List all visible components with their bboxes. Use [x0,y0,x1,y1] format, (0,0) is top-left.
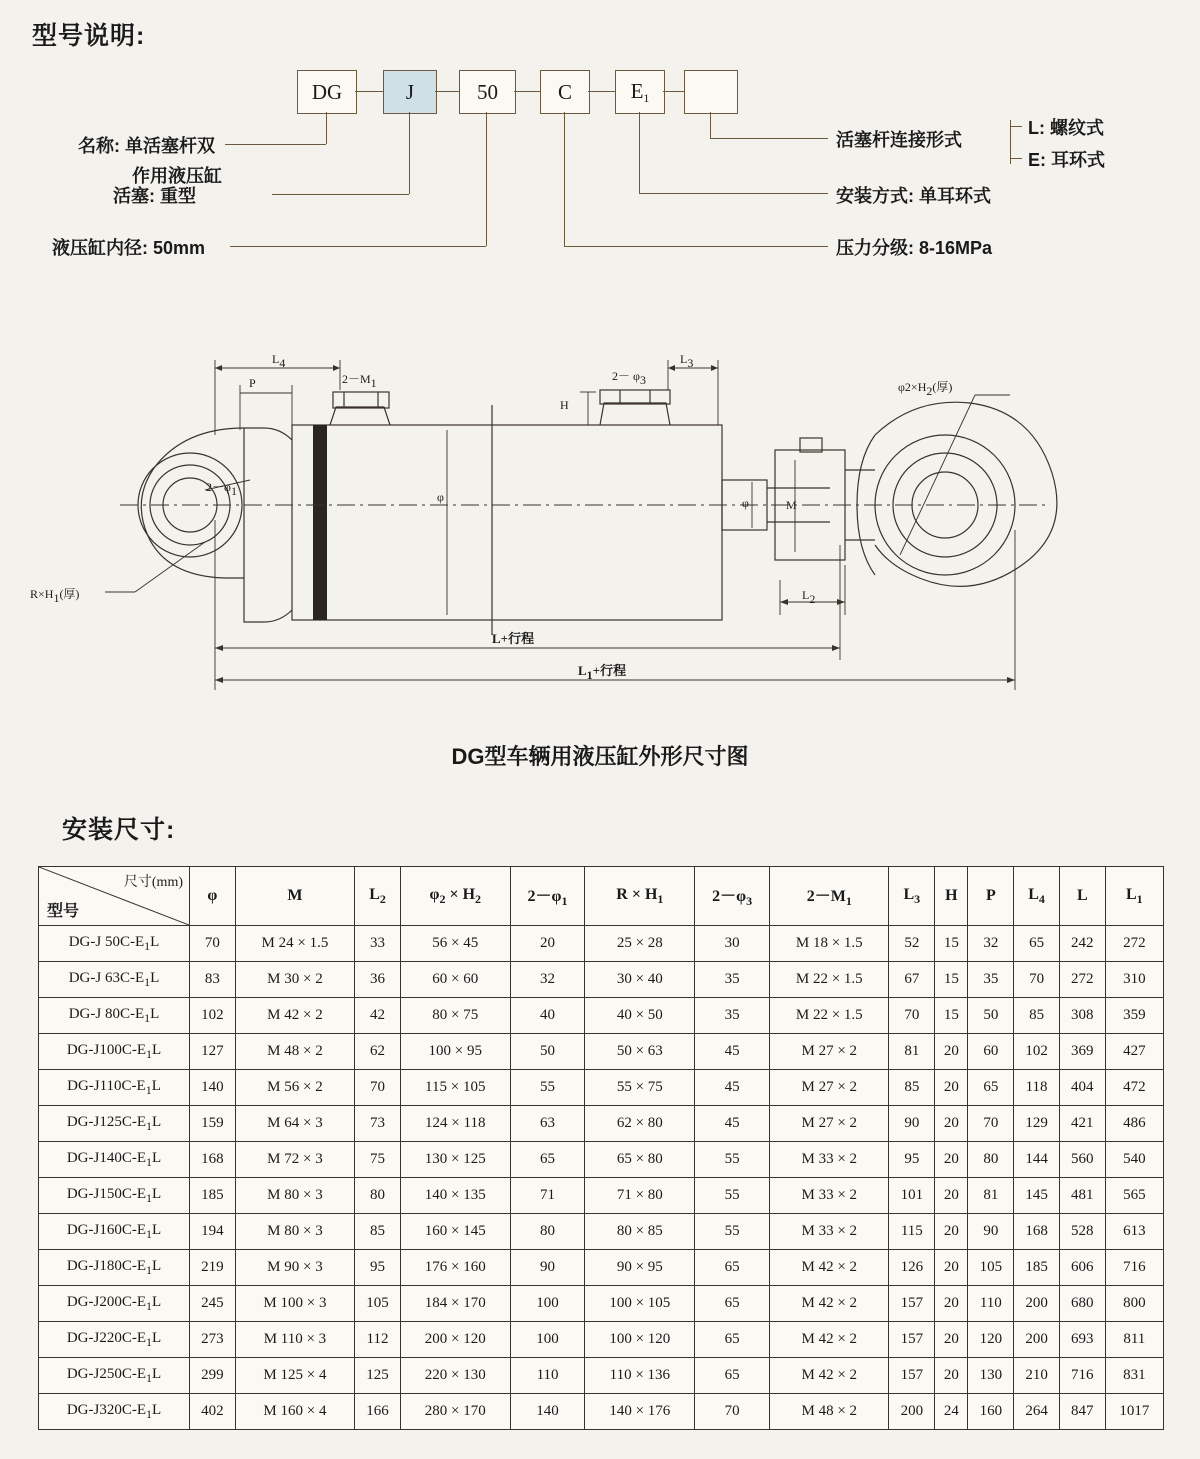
table-cell: 166 [355,1394,401,1430]
dim-label-P: P [249,376,256,390]
table-cell: 680 [1059,1286,1105,1322]
table-cell: M 48 × 2 [770,1394,889,1430]
table-cell: 56 × 45 [400,926,510,962]
table-cell: 210 [1014,1358,1060,1394]
table-cell: M 27 × 2 [770,1034,889,1070]
table-cell: 20 [935,1322,968,1358]
table-cell: 20 [935,1358,968,1394]
table-cell: M 90 × 3 [235,1250,354,1286]
table-cell: 71 [510,1178,585,1214]
table-cell: M 56 × 2 [235,1070,354,1106]
col-header-2-M1: $2-M_1$ [770,867,889,926]
table-cell: 105 [968,1250,1014,1286]
table-cell: 528 [1059,1214,1105,1250]
table-cell: 105 [355,1286,401,1322]
table-cell: 45 [695,1070,770,1106]
table-cell: 63 [510,1106,585,1142]
table-cell: 80 [510,1214,585,1250]
label-piston-type: 活塞: 重型 [113,186,196,206]
table-cell: 613 [1105,1214,1163,1250]
table-cell: 168 [1014,1214,1060,1250]
dim-label-L1-stroke: L1+行程 [578,663,627,682]
table-cell: 115 [889,1214,935,1250]
table-cell: 130 [968,1358,1014,1394]
table-cell: 15 [935,926,968,962]
table-cell: 272 [1105,926,1163,962]
table-corner-header [39,867,190,926]
dim-label-phi-barrel: φ [437,490,444,504]
table-cell: 60 × 60 [400,962,510,998]
dim-label-phi2-H2: φ2×H2(厚) [898,380,953,398]
table-cell: 110 × 136 [585,1358,695,1394]
table-cell: 65 [968,1070,1014,1106]
table-cell-model: $DG-J125C-E_1L$ [39,1106,190,1142]
table-cell: 140 [510,1394,585,1430]
dim-label-H: H [560,398,569,412]
table-cell: 145 [1014,1178,1060,1214]
table-cell: M 27 × 2 [770,1106,889,1142]
table-cell: 693 [1059,1322,1105,1358]
table-cell: 85 [1014,998,1060,1034]
table-cell: 100 [510,1322,585,1358]
table-cell: 118 [1014,1070,1060,1106]
table-cell: 402 [190,1394,236,1430]
table-cell: 70 [190,926,236,962]
table-cell-model: $DG-J220C-E_1L$ [39,1322,190,1358]
table-cell: 716 [1105,1250,1163,1286]
dim-label-2-phi1: 2－φ1 [206,480,237,498]
table-cell: 90 [889,1106,935,1142]
table-cell: M 42 × 2 [770,1286,889,1322]
table-header-row [39,867,1164,926]
table-cell-model: $DG-J200C-E_1L$ [39,1286,190,1322]
table-cell: 194 [190,1214,236,1250]
table-cell: 55 [695,1214,770,1250]
table-cell: 62 [355,1034,401,1070]
table-cell: 129 [1014,1106,1060,1142]
table-cell: 168 [190,1142,236,1178]
table-cell: 310 [1105,962,1163,998]
table-cell: M 22 × 1.5 [770,962,889,998]
table-cell: 50 × 63 [585,1034,695,1070]
table-cell: M 42 × 2 [235,998,354,1034]
table-cell: 65 [695,1286,770,1322]
corner-label-model: 型号 [47,903,80,920]
table-cell: 102 [190,998,236,1034]
label-mounting-type: 安装方式: 单耳环式 [836,186,991,206]
table-cell: 100 × 95 [400,1034,510,1070]
table-cell: 127 [190,1034,236,1070]
table-cell: 90 [968,1214,1014,1250]
table-cell: 70 [355,1070,401,1106]
label-name-line2: 作用液压缸 [132,166,222,186]
table-cell: 100 [510,1286,585,1322]
table-row [39,998,1164,1034]
table-cell: 20 [935,1214,968,1250]
dim-label-L-stroke: L+行程 [492,631,535,646]
col-header-P: P [968,867,1014,926]
table-cell: M 42 × 2 [770,1322,889,1358]
page-title-install-dimensions: 安装尺寸: [62,816,176,844]
table-cell: 42 [355,998,401,1034]
table-cell: 219 [190,1250,236,1286]
table-cell: 273 [190,1322,236,1358]
label-bore-diameter: 液压缸内径: 50mm [52,238,206,258]
code-box-50: 50 [459,70,516,114]
table-cell: 15 [935,962,968,998]
table-cell: 20 [935,1070,968,1106]
table-cell: 200 × 120 [400,1322,510,1358]
label-name-line1: 名称: 单活塞杆双 [78,136,215,156]
table-cell: 560 [1059,1142,1105,1178]
table-cell: 110 [510,1358,585,1394]
table-cell: 157 [889,1286,935,1322]
table-cell: 20 [935,1142,968,1178]
dim-label-M: M [786,498,797,512]
table-cell: M 80 × 3 [235,1214,354,1250]
table-cell: 272 [1059,962,1105,998]
table-cell: 35 [695,962,770,998]
table-cell: 80 [355,1178,401,1214]
dimensions-table-wrapper [38,866,1164,1430]
table-cell: 100 × 120 [585,1322,695,1358]
table-cell: 200 [889,1394,935,1430]
table-row [39,1106,1164,1142]
code-box-dg: DG [297,70,357,114]
table-cell-model: $DG-J160C-E_1L$ [39,1214,190,1250]
table-cell: 35 [695,998,770,1034]
col-header-phi2-H2: $\varphi_2 \times H_2$ [400,867,510,926]
table-cell: 20 [935,1106,968,1142]
table-cell-model: $DG-J100C-E_1L$ [39,1034,190,1070]
code-box-c: C [540,70,590,114]
dim-label-2-phi3: 2－ φ3 [612,369,646,387]
table-row [39,926,1164,962]
table-cell: M 125 × 4 [235,1358,354,1394]
table-cell: 90 × 95 [585,1250,695,1286]
table-cell: 472 [1105,1070,1163,1106]
dim-label-2-M1: 2－M1 [342,372,377,390]
table-row [39,1142,1164,1178]
table-cell: 30 × 40 [585,962,695,998]
table-cell: 140 × 135 [400,1178,510,1214]
table-cell: 52 [889,926,935,962]
table-cell: M 100 × 3 [235,1286,354,1322]
table-row [39,962,1164,998]
table-row [39,1070,1164,1106]
table-cell: 55 [510,1070,585,1106]
label-thread-type: L: 螺纹式 [1028,118,1104,138]
table-cell: 1017 [1105,1394,1163,1430]
page-title-model-description: 型号说明: [32,22,146,50]
table-cell: M 160 × 4 [235,1394,354,1430]
table-row [39,1178,1164,1214]
table-cell: 299 [190,1358,236,1394]
table-cell: 25 × 28 [585,926,695,962]
table-cell: 144 [1014,1142,1060,1178]
label-rod-connection: 活塞杆连接形式 [836,130,962,150]
table-cell: 20 [510,926,585,962]
table-cell: 80 × 75 [400,998,510,1034]
table-cell: 20 [935,1286,968,1322]
table-cell: M 18 × 1.5 [770,926,889,962]
table-cell: 65 × 80 [585,1142,695,1178]
table-row [39,1214,1164,1250]
table-cell: M 33 × 2 [770,1142,889,1178]
table-cell: 280 × 170 [400,1394,510,1430]
table-cell: 70 [968,1106,1014,1142]
table-cell: 157 [889,1358,935,1394]
table-cell: 369 [1059,1034,1105,1070]
table-cell: 40 [510,998,585,1034]
table-row [39,1034,1164,1070]
table-cell-model: $DG-J180C-E_1L$ [39,1250,190,1286]
col-header-R-H1: $R \times H_1$ [585,867,695,926]
corner-label-size: 尺寸(mm) [123,875,183,890]
table-cell: 36 [355,962,401,998]
table-cell: 80 × 85 [585,1214,695,1250]
table-cell: 90 [510,1250,585,1286]
table-cell: 55 × 75 [585,1070,695,1106]
table-cell: 606 [1059,1250,1105,1286]
table-cell: M 22 × 1.5 [770,998,889,1034]
col-header-L2: $L_2$ [355,867,401,926]
table-cell: 30 [695,926,770,962]
table-cell: 120 [968,1322,1014,1358]
table-cell: 85 [889,1070,935,1106]
table-cell: 130 × 125 [400,1142,510,1178]
table-cell: 50 [510,1034,585,1070]
col-header-M: M [235,867,354,926]
table-cell: 140 × 176 [585,1394,695,1430]
table-cell-model: DG-J $63C-E_1L$ [39,962,190,998]
table-cell: 20 [935,1034,968,1070]
col-header-2-phi3: $2-\varphi_3$ [695,867,770,926]
table-cell-model: $DG-J150C-E_1L$ [39,1178,190,1214]
label-pressure-grade: 压力分级: 8-16MPa [836,238,993,258]
table-row [39,1322,1164,1358]
table-body [39,926,1164,1430]
table-row [39,1358,1164,1394]
table-cell: 101 [889,1178,935,1214]
table-cell: 264 [1014,1394,1060,1430]
table-cell: 115 × 105 [400,1070,510,1106]
table-cell: 185 [190,1178,236,1214]
table-cell: 124 × 118 [400,1106,510,1142]
table-cell: 70 [695,1394,770,1430]
table-cell: 65 [1014,926,1060,962]
figure-caption: DG型车辆用液压缸外形尺寸图 [451,744,749,769]
table-cell: 481 [1059,1178,1105,1214]
dim-label-L2: L2 [802,588,816,606]
table-cell: M 30 × 2 [235,962,354,998]
table-cell: 20 [935,1250,968,1286]
table-cell: 65 [695,1250,770,1286]
table-cell: 15 [935,998,968,1034]
table-cell: 45 [695,1106,770,1142]
table-cell: 800 [1105,1286,1163,1322]
table-cell: 220 × 130 [400,1358,510,1394]
table-cell: 125 [355,1358,401,1394]
table-cell: 200 [1014,1322,1060,1358]
table-cell: 32 [968,926,1014,962]
table-cell: 245 [190,1286,236,1322]
table-cell-model: DG-J $80C-E_1L$ [39,998,190,1034]
dim-label-L3: L3 [680,352,694,370]
table-cell: 176 × 160 [400,1250,510,1286]
label-lug-type: E: 耳环式 [1028,150,1106,170]
table-cell: 427 [1105,1034,1163,1070]
table-cell: M 110 × 3 [235,1322,354,1358]
col-header-L4: $L_4$ [1014,867,1060,926]
table-cell: 159 [190,1106,236,1142]
table-cell: 83 [190,962,236,998]
dimensions-table [38,866,1164,1430]
table-cell: M 27 × 2 [770,1070,889,1106]
table-cell: M 33 × 2 [770,1214,889,1250]
table-cell: 55 [695,1178,770,1214]
table-cell: 157 [889,1322,935,1358]
table-cell: 71 × 80 [585,1178,695,1214]
table-cell: 102 [1014,1034,1060,1070]
table-cell: 85 [355,1214,401,1250]
table-cell-model: $DG-J140C-E_1L$ [39,1142,190,1178]
dim-label-phi-rod: φ [742,496,749,510]
table-cell: 33 [355,926,401,962]
table-cell: 62 × 80 [585,1106,695,1142]
table-cell: M 80 × 3 [235,1178,354,1214]
table-row [39,1250,1164,1286]
table-cell: 242 [1059,926,1105,962]
table-cell: 847 [1059,1394,1105,1430]
code-box-empty [684,70,738,114]
model-code-diagram [0,50,1200,300]
table-cell: 55 [695,1142,770,1178]
drawing-svg [0,330,1200,750]
col-header-phi: φ [190,867,236,926]
table-cell: 73 [355,1106,401,1142]
table-cell: 65 [510,1142,585,1178]
table-cell: 200 [1014,1286,1060,1322]
table-cell: 565 [1105,1178,1163,1214]
table-cell: 81 [968,1178,1014,1214]
table-cell: 67 [889,962,935,998]
table-cell: M 24 × 1.5 [235,926,354,962]
table-cell: 110 [968,1286,1014,1322]
table-cell: 45 [695,1034,770,1070]
cylinder-outline-drawing [0,330,1200,750]
table-cell: 140 [190,1070,236,1106]
table-row [39,1394,1164,1430]
col-header-H: H [935,867,968,926]
col-header-L3: $L_3$ [889,867,935,926]
table-cell-model: DG-J $50C-E_1L$ [39,926,190,962]
table-row [39,1286,1164,1322]
code-box-e1 [615,70,665,114]
table-cell: 75 [355,1142,401,1178]
table-cell: 32 [510,962,585,998]
table-cell: 716 [1059,1358,1105,1394]
col-header-L: L [1059,867,1105,926]
table-cell: 70 [1014,962,1060,998]
table-cell: M 33 × 2 [770,1178,889,1214]
table-cell: 35 [968,962,1014,998]
table-cell: 95 [355,1250,401,1286]
col-header-2-phi1: $2-\varphi_1$ [510,867,585,926]
table-cell: 811 [1105,1322,1163,1358]
table-cell: M 64 × 3 [235,1106,354,1142]
col-header-L1: $L_1$ [1105,867,1163,926]
code-box-e1-text: $E_1$ [630,78,650,105]
dim-label-RxH1: R×H1(厚) [30,587,80,605]
table-cell: 70 [889,998,935,1034]
table-cell: 404 [1059,1070,1105,1106]
table-cell: 486 [1105,1106,1163,1142]
table-cell: 831 [1105,1358,1163,1394]
table-cell: 50 [968,998,1014,1034]
table-cell: 359 [1105,998,1163,1034]
table-cell: M 72 × 3 [235,1142,354,1178]
table-cell: M 48 × 2 [235,1034,354,1070]
table-cell: M 42 × 2 [770,1358,889,1394]
table-cell: 80 [968,1142,1014,1178]
table-cell: 421 [1059,1106,1105,1142]
table-cell: 40 × 50 [585,998,695,1034]
table-cell: 160 [968,1394,1014,1430]
table-cell: 160 × 145 [400,1214,510,1250]
table-cell: 540 [1105,1142,1163,1178]
table-cell: 95 [889,1142,935,1178]
table-cell: 100 × 105 [585,1286,695,1322]
table-cell: 126 [889,1250,935,1286]
dim-label-L4: L4 [272,352,286,370]
table-cell: 81 [889,1034,935,1070]
table-cell: 112 [355,1322,401,1358]
table-cell: 184 × 170 [400,1286,510,1322]
table-cell: 24 [935,1394,968,1430]
code-box-j: J [383,70,437,114]
table-cell: 20 [935,1178,968,1214]
table-cell: 60 [968,1034,1014,1070]
table-cell: 65 [695,1322,770,1358]
table-cell: M 42 × 2 [770,1250,889,1286]
table-cell-model: $DG-J110C-E_1L$ [39,1070,190,1106]
table-cell: 308 [1059,998,1105,1034]
table-cell-model: $DG-J320C-E_1L$ [39,1394,190,1430]
table-cell: 65 [695,1358,770,1394]
table-cell-model: $DG-J250C-E_1L$ [39,1358,190,1394]
table-cell: 185 [1014,1250,1060,1286]
